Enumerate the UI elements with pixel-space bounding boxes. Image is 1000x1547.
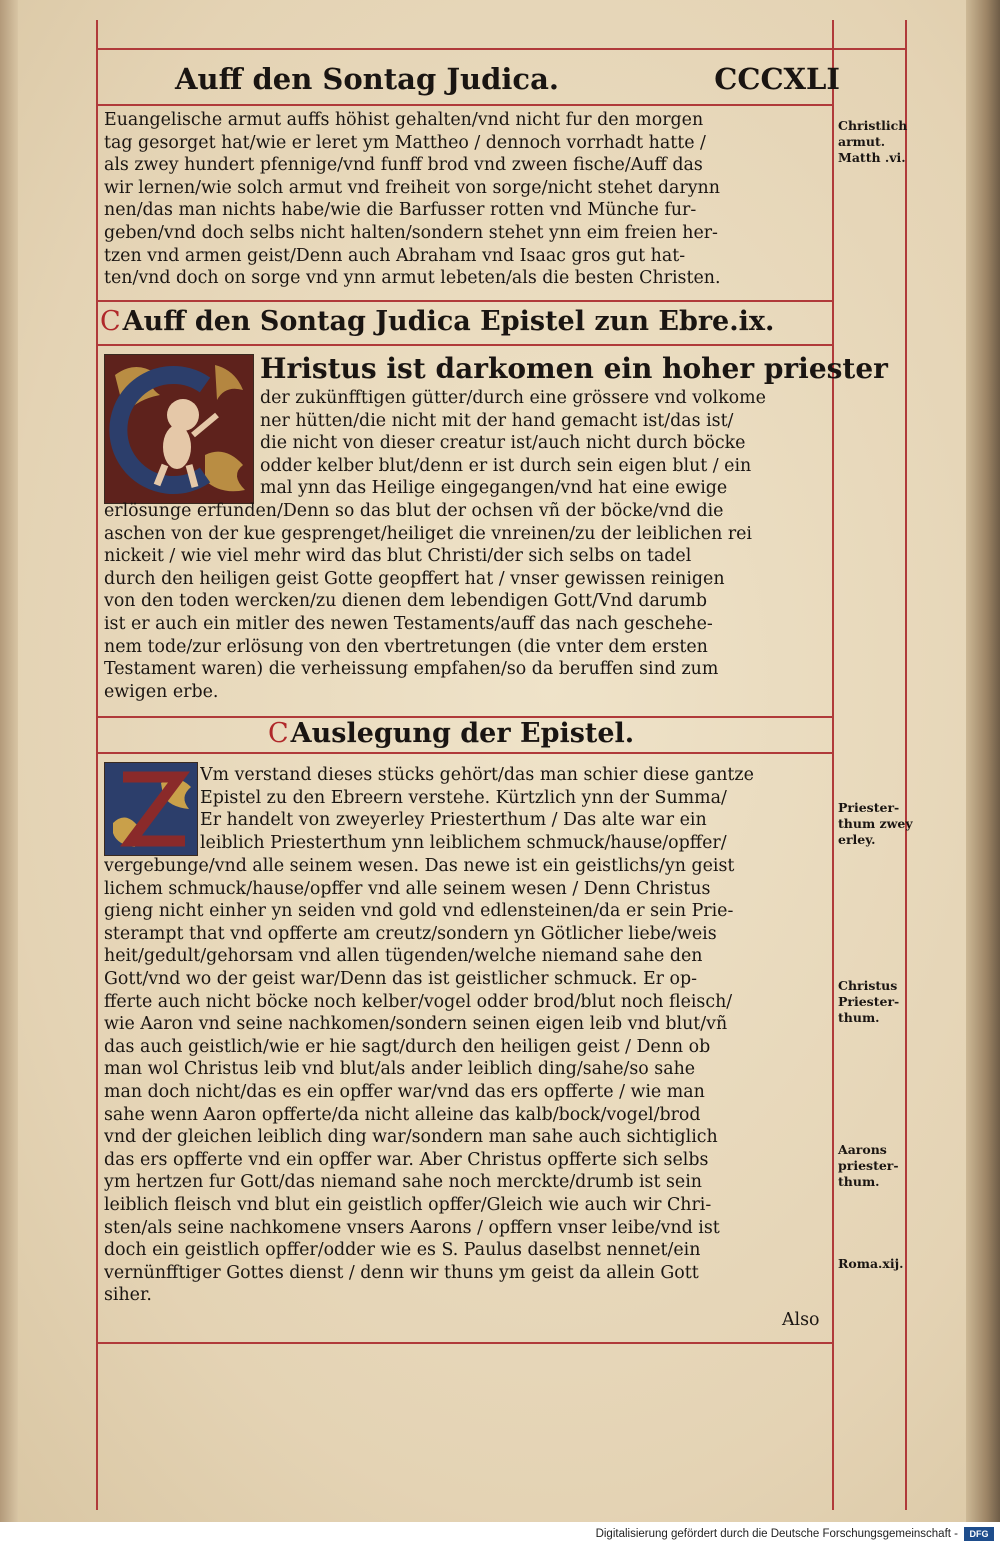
auslegung-text-full [104, 855, 828, 1307]
text-line: gieng nicht einher yn seiden vnd gold vnd edlensteinen/da er sein Prie- [104, 901, 734, 922]
marginal-line: Priester- [838, 800, 900, 815]
text-line: Er handelt von zweyerley Priesterthum / Das alte war ein [200, 810, 707, 831]
text-line: sahe wenn Aaron opfferte/da nicht alleine das kalb/bock/vogel/brod [104, 1104, 701, 1125]
text-line: man wol Christus leib vnd blut/als ander leiblich ding/sahe/so sahe [104, 1059, 696, 1080]
rule-bottom [96, 1342, 833, 1344]
rule-epistle-title [96, 344, 833, 346]
text-line: nen/das man nichts habe/wie die Barfusser rotten vnd Münche fur- [104, 200, 697, 221]
marginal-note-christus [838, 978, 899, 1026]
section1-text [104, 109, 828, 290]
text-line: durch den heiligen geist Gotte geopffert hat / vnser gewissen reinigen [104, 568, 725, 589]
text-line: lichem schmuck/hause/opffer vnd alle seinem wesen / Denn Christus [104, 878, 711, 899]
catchword: Also [782, 1310, 820, 1330]
text-line: ten/vnd doch on sorge vnd ynn armut lebeten/als die besten Christen. [104, 268, 721, 289]
text-line: tag gesorget hat/wie er leret ym Mattheo / dennoch vorrhadt hatte / [104, 132, 706, 153]
folio-number: CCCXLI [714, 62, 840, 96]
text-line: der zukünfftigen gütter/durch eine grössere vnd volkome [260, 388, 766, 408]
epistle-title: Auff den Sontag Judica Epistel zun Ebre.ix. [122, 306, 775, 337]
rule-vertical-left [96, 20, 98, 1510]
decorated-initial-z [104, 762, 198, 856]
paragraph-mark: C [268, 718, 289, 749]
rule-vertical-right [832, 20, 834, 1510]
text-line: als zwey hundert pfennige/vnd funff brod vnd zween fische/Auff das [104, 155, 703, 176]
marginal-line: Priester- [838, 994, 900, 1009]
text-line: von den toden wercken/zu dienen dem lebendigen Gott/Vnd darumb [104, 591, 708, 612]
epistle-text-beside-initial [260, 387, 828, 500]
marginal-note-aarons [838, 1142, 899, 1190]
text-line: tzen vnd armen geist/Denn auch Abraham vnd Isaac gros gut hat- [104, 245, 686, 266]
auslegung-text-beside-initial [200, 764, 828, 854]
text-line: heit/gedult/gehorsam vnd allen tügenden/welche niemand sahe den [104, 946, 703, 967]
rule-header [96, 104, 833, 106]
text-line: Gott/vnd wo der geist war/Denn das ist geistlicher schmuck. Er op- [104, 968, 698, 989]
marginal-line: Aarons [838, 1142, 887, 1157]
text-line: doch ein geistlich opffer/odder wie es S. Paulus daselbst nennet/ein [104, 1240, 701, 1261]
text-line: nickeit / wie viel mehr wird das blut Christi/der sich selbs on tadel [104, 546, 692, 567]
marginal-line: armut. [838, 134, 886, 149]
marginal-note-armut [838, 118, 907, 166]
text-line: sten/als seine nachkomene vnsers Aarons / opffern vnser leibe/vnd ist [104, 1217, 720, 1238]
text-line: nem tode/zur erlösung von den vbertretungen (die vnter dem ersten [104, 636, 708, 657]
text-line: Vm verstand dieses stücks gehört/das man schier diese gantze [200, 765, 754, 785]
text-line: die nicht von dieser creatur ist/auch nicht durch böcke [260, 433, 746, 454]
text-line: leiblich fleisch vnd blut ein geistlich opffer/Gleich wie auch wir Chri- [104, 1194, 712, 1215]
text-line: erlösunge erfunden/Denn so das blut der ochsen vñ der böcke/vnd die [104, 501, 724, 521]
text-line: aschen von der kue gesprenget/heiliget die vnreinen/zu der leiblichen rei [104, 523, 752, 544]
paragraph-mark: C [100, 306, 121, 337]
rule-auslegung-title [96, 752, 833, 754]
marginal-line: priester- [838, 1158, 899, 1173]
marginal-line: Matth .vi. [838, 150, 906, 165]
marginal-note-priesterthum [838, 800, 913, 848]
text-line: odder kelber blut/denn er ist durch sein eigen blut / ein [260, 455, 752, 476]
book-spine [0, 0, 18, 1522]
text-line: sterampt that vnd opfferte am creutz/sondern yn Götlicher liebe/weis [104, 923, 717, 944]
running-header [175, 62, 840, 96]
marginal-line: thum zwey [838, 816, 913, 831]
marginal-line: Roma.xij. [838, 1256, 904, 1271]
text-line: Testament waren) die verheissung empfahen/so da beruffen sind zum [104, 659, 719, 680]
dfg-logo: DFG [964, 1527, 994, 1541]
text-line: Epistel zu den Ebreern verstehe. Kürtzlich ynn der Summa/ [200, 787, 727, 808]
text-line: das auch geistlich/wie er hie sagt/durch den heiligen geist / Denn ob [104, 1036, 711, 1057]
marginal-line: erley. [838, 832, 876, 847]
rule-top [96, 48, 906, 50]
text-line: ist er auch ein mitler des newen Testaments/auff das nach geschehe- [104, 613, 713, 634]
text-line: vergebunge/vnd alle seinem wesen. Das newe ist ein geistlichs/yn geist [104, 856, 735, 876]
text-line: geben/vnd doch selbs nicht halten/sondern stehet ynn eim freien her- [104, 222, 718, 243]
text-line: ym hertzen fur Gott/das niemand sahe noch merckte/drumb ist sein [104, 1172, 702, 1193]
decorated-initial-c [104, 354, 254, 504]
footer-credit: Digitalisierung gefördert durch die Deutsche Forschungsgemeinschaft - [595, 1528, 958, 1540]
text-line: vernünfftiger Gottes dienst / denn wir thuns ym geist da allein Gott [104, 1262, 699, 1283]
marginal-line: Christus [838, 978, 898, 993]
rule-section1-end [96, 300, 833, 302]
text-line: siher. [104, 1285, 152, 1306]
epistle-opening-line: Hristus ist darkomen ein hoher priester [260, 352, 888, 385]
marginal-line: thum. [838, 1174, 880, 1189]
text-line: leiblich Priesterthum ynn leiblichem schmuck/hause/opffer/ [200, 832, 727, 853]
marginal-note-romans [838, 1256, 903, 1272]
marginal-line: thum. [838, 1010, 880, 1025]
auslegung-title: Auslegung der Epistel. [290, 718, 635, 749]
text-line: ewigen erbe. [104, 681, 219, 702]
text-line: wie Aaron vnd seine nachkomen/sondern seinen eigen leib vnd blut/vñ [104, 1014, 728, 1035]
text-line: ner hütten/die nicht mit der hand gemacht ist/das ist/ [260, 410, 734, 431]
epistle-heading [100, 306, 774, 337]
text-line: fferte auch nicht böcke noch kelber/vogel odder brod/blut noch fleisch/ [104, 991, 733, 1012]
text-line: Euangelische armut auffs höhist gehalten/vnd nicht fur den morgen [104, 110, 704, 130]
text-line: wir lernen/wie solch armut vnd freiheit von sorge/nicht stehet darynn [104, 177, 720, 198]
running-title: Auff den Sontag Judica. [175, 62, 559, 96]
digitization-footer [0, 1522, 1000, 1547]
text-line: das ers opfferte vnd ein opffer war. Aber Christus opfferte sich selbs [104, 1149, 709, 1170]
text-line: mal ynn das Heilige eingegangen/vnd hat eine ewige [260, 478, 728, 499]
auslegung-heading [268, 718, 634, 749]
text-line: vnd der gleichen leiblich ding war/sondern man sahe auch sichtiglich [104, 1127, 718, 1148]
rule-vertical-margin [905, 20, 907, 1510]
marginal-line: Christlich [838, 118, 908, 133]
text-line: man doch nicht/das es ein opffer war/vnd das ers opfferte / wie man [104, 1081, 705, 1102]
epistle-text-full [104, 500, 828, 703]
page-edges [966, 0, 1000, 1522]
